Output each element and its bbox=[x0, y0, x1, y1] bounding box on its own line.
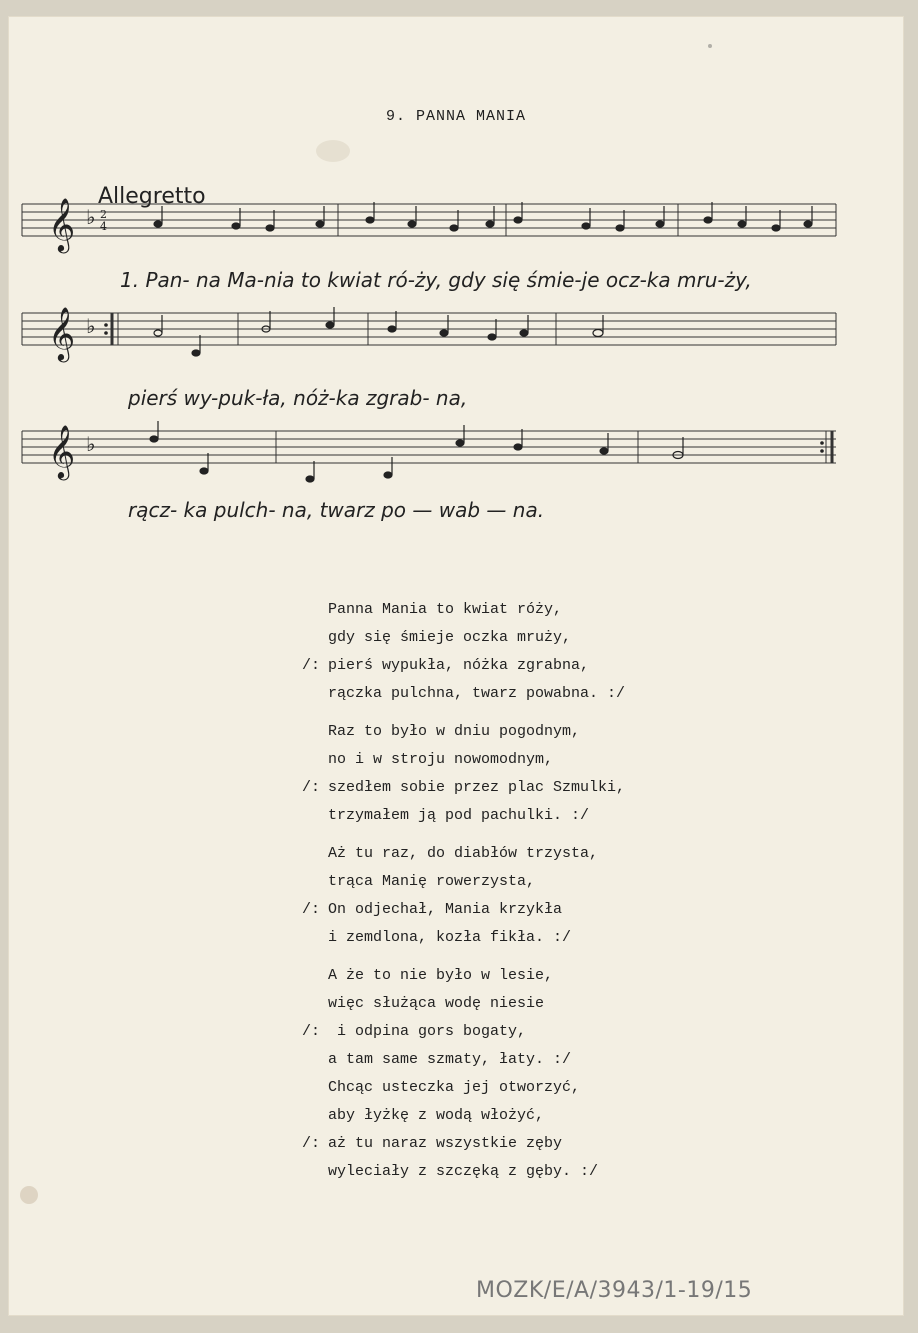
verse-line: aby łyżkę z wodą włożyć, bbox=[328, 1107, 545, 1124]
verse-line: /: pierś wypukła, nóżka zgrabna, bbox=[302, 657, 590, 674]
tempo-marking: Allegretto bbox=[98, 184, 206, 209]
stanza bbox=[302, 718, 828, 830]
score-lyric-line: rącz- ka pulch- na, twarz po — wab — na. bbox=[128, 498, 545, 522]
paper-stain bbox=[316, 140, 350, 162]
svg-text:♭: ♭ bbox=[86, 205, 96, 229]
svg-text:𝄞: 𝄞 bbox=[48, 424, 76, 478]
verse-line: A że to nie było w lesie, bbox=[328, 967, 554, 984]
paper-stain bbox=[20, 1186, 38, 1204]
verse-line: Chcąc usteczka jej otworzyć, bbox=[328, 1079, 581, 1096]
verse-line: Aż tu raz, do diabłów trzysta, bbox=[328, 845, 599, 862]
paper-speck bbox=[708, 44, 712, 48]
svg-text:4: 4 bbox=[100, 220, 107, 233]
verse-line: i zemdlona, kozła fikła. :/ bbox=[328, 929, 572, 946]
verse-line: /: i odpina gors bogaty, bbox=[302, 1023, 527, 1040]
stanza bbox=[302, 596, 828, 708]
document-page bbox=[8, 16, 904, 1316]
verse-line: gdy się śmieje oczka mruży, bbox=[328, 629, 572, 646]
verse-line: no i w stroju nowomodnym, bbox=[328, 751, 554, 768]
verse-line: /: On odjechał, Mania krzykła bbox=[302, 901, 563, 918]
score-lyric-line: 1. Pan- na Ma-nia to kwiat ró-ży, gdy się śmie-je ocz-ka mru-ży, bbox=[120, 268, 752, 292]
verse-line: a tam same szmaty, łaty. :/ bbox=[328, 1051, 572, 1068]
verse-line: Panna Mania to kwiat róży, bbox=[328, 601, 563, 618]
svg-text:𝄞: 𝄞 bbox=[48, 306, 76, 360]
svg-text:♭: ♭ bbox=[86, 314, 96, 338]
score-lyric-line: pierś wy-puk-ła, nóż-ka zgrab- na, bbox=[128, 386, 468, 410]
verses bbox=[302, 596, 828, 1196]
verse-line: Raz to było w dniu pogodnym, bbox=[328, 723, 581, 740]
svg-text:♭: ♭ bbox=[86, 432, 96, 456]
archive-shelfmark: MOZK/E/A/3943/1-19/15 bbox=[476, 1278, 753, 1303]
song-title: 9. PANNA MANIA bbox=[385, 108, 527, 125]
verse-line: więc służąca wodę niesie bbox=[328, 995, 545, 1012]
stanza bbox=[302, 840, 828, 952]
stanza bbox=[302, 962, 828, 1186]
verse-line: trzymałem ją pod pachulki. :/ bbox=[328, 807, 590, 824]
svg-text:2: 2 bbox=[100, 208, 107, 221]
verse-line: /: aż tu naraz wszystkie zęby bbox=[302, 1135, 563, 1152]
verse-line: /: szedłem sobie przez plac Szmulki, bbox=[302, 779, 626, 796]
verse-line: trąca Manię rowerzysta, bbox=[328, 873, 536, 890]
verse-line: rączka pulchna, twarz powabna. :/ bbox=[328, 685, 626, 702]
svg-text:𝄞: 𝄞 bbox=[48, 197, 76, 251]
verse-line: wyleciały z szczęką z gęby. :/ bbox=[328, 1163, 599, 1180]
